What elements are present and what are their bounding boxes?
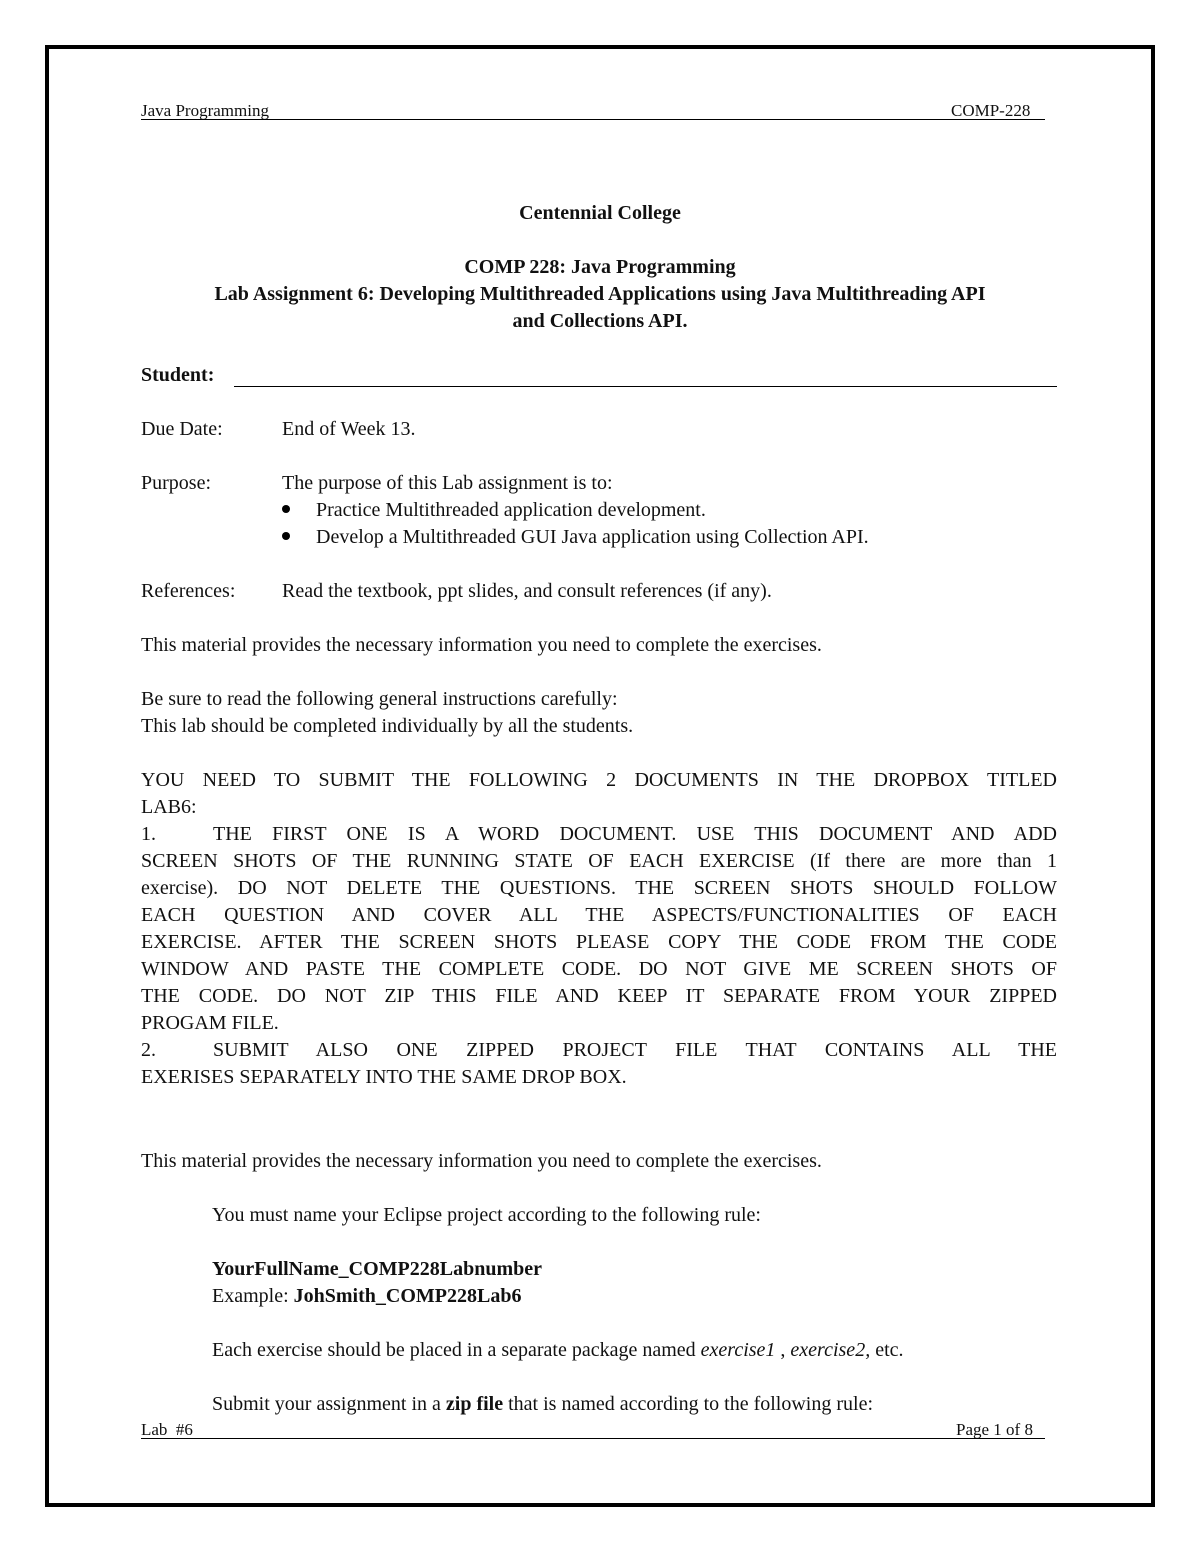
zip-file-bold: zip file [445,1393,504,1415]
due-date-value: End of Week 13. [282,418,416,440]
lab-title-line1: Lab Assignment 6: Developing Multithreaded Applications using Java Multithreading API [214,283,986,305]
header-rule [141,118,1045,120]
package-rule-text: Each exercise should be placed in a separate package named [212,1339,701,1361]
purpose-bullet [282,524,869,551]
submit-heading-line2: LAB6: [141,796,197,818]
naming-rule-intro: You must name your Eclipse project according to the following rule: [212,1204,761,1226]
naming-example [212,1283,521,1310]
footer-left: Lab #6 [141,1420,193,1439]
student-label: Student: [141,364,215,386]
bullet-icon [282,505,290,513]
footer-right: Page 1 of 8 [956,1420,1033,1439]
submit-item1-line [141,821,1057,848]
item-number: 2. [141,1039,156,1061]
submit-item1-line: EACH QUESTION AND COVER ALL THE ASPECTS/FUNCTIONALITIES OF EACH [141,904,1057,926]
package-exercise2: exercise2, [790,1339,871,1361]
package-rule [212,1337,904,1364]
submit-item1-line: THE CODE. DO NOT ZIP THIS FILE AND KEEP IT SEPARATE FROM YOUR ZIPPED [141,985,1057,1007]
header-left: Java Programming [141,101,269,120]
instructions-line1: Be sure to read the following general instructions carefully: [141,688,618,710]
submit-item1-line: PROGAM FILE. [141,1012,279,1034]
lab-title-line2: and Collections API. [512,310,688,332]
college-title: Centennial College [519,202,681,224]
footer-rule [141,1437,1045,1439]
submit-item2-text: SUBMIT ALSO ONE ZIPPED PROJECT FILE THAT CONTAINS ALL THE [213,1039,1057,1061]
bullet-icon [282,532,290,540]
submit-item2-line [141,1037,1057,1064]
submit-item1-text: THE FIRST ONE IS A WORD DOCUMENT. USE THIS DOCUMENT AND ADD [213,823,1057,845]
submit-heading-line1: YOU NEED TO SUBMIT THE FOLLOWING 2 DOCUMENTS IN THE DROPBOX TITLED [141,769,1057,791]
package-exercise1: exercise1 [700,1339,776,1361]
purpose-label: Purpose: [141,472,211,494]
submit-item2-line: EXERISES SEPARATELY INTO THE SAME DROP BOX. [141,1066,627,1088]
submit-item1-line: SCREEN SHOTS OF THE RUNNING STATE OF EACH EXERCISE (If there are more than 1 [141,850,1057,872]
package-rule-end: etc. [870,1339,904,1361]
package-separator: , [775,1339,791,1361]
example-label: Example: [212,1285,294,1307]
references-label: References: [141,580,236,602]
student-name-line [234,386,1057,387]
purpose-bullet-text: Develop a Multithreaded GUI Java application using Collection API. [316,526,869,548]
due-date-label: Due Date: [141,418,223,440]
course-title: COMP 228: Java Programming [464,256,736,278]
naming-pattern: YourFullName_COMP228Labnumber [212,1258,542,1280]
example-value: JohSmith_COMP228Lab6 [293,1285,522,1307]
submit-item1-line: EXERCISE. AFTER THE SCREEN SHOTS PLEASE COPY THE CODE FROM THE CODE [141,931,1057,953]
purpose-bullet-text: Practice Multithreaded application development. [316,499,706,521]
references-value: Read the textbook, ppt slides, and consult references (if any). [282,580,772,602]
header-right: COMP-228 [951,101,1031,120]
purpose-intro: The purpose of this Lab assignment is to: [282,472,613,494]
purpose-bullet [282,497,706,524]
zip-rule-end: that is named according to the following rule: [503,1393,874,1415]
material-paragraph-2: This material provides the necessary information you need to complete the exercises. [141,1150,822,1172]
submit-block [141,767,1057,1091]
zip-rule-text: Submit your assignment in a [212,1393,446,1415]
instructions-line2: This lab should be completed individually by all the students. [141,715,634,737]
submit-item1-line: WINDOW AND PASTE THE COMPLETE CODE. DO NOT GIVE ME SCREEN SHOTS OF [141,958,1057,980]
zip-rule [212,1391,873,1418]
material-paragraph-1: This material provides the necessary information you need to complete the exercises. [141,634,822,656]
submit-item1-line: exercise). DO NOT DELETE THE QUESTIONS. THE SCREEN SHOTS SHOULD FOLLOW [141,877,1057,899]
item-number: 1. [141,823,156,845]
